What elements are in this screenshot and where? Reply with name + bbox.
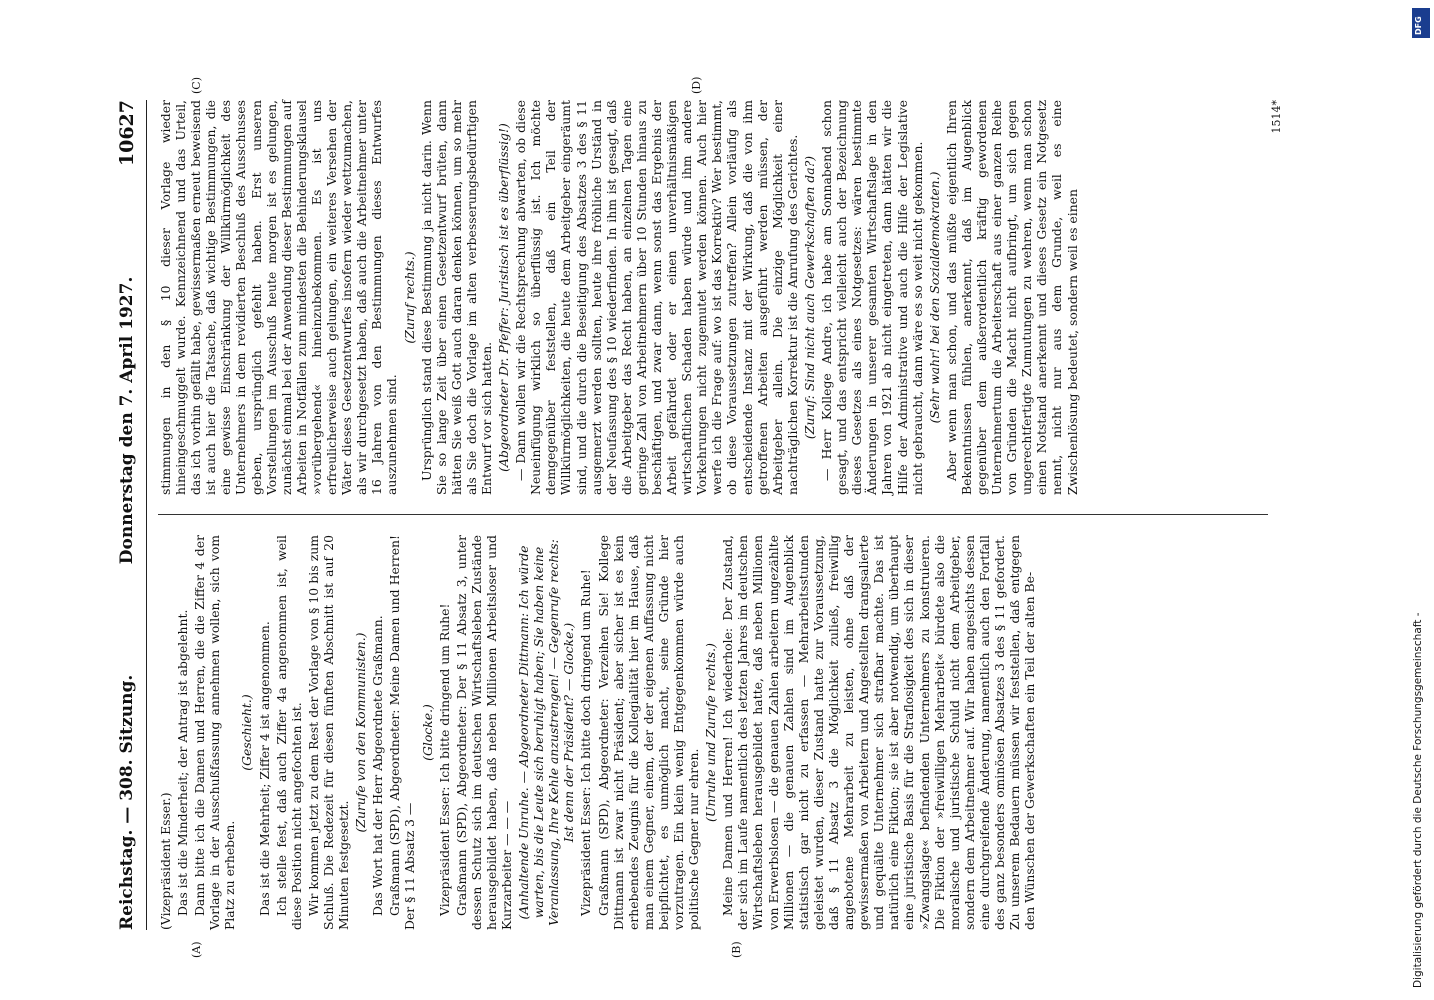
interjection: (Zurufe von den Kommunisten.) [353, 632, 369, 833]
paragraph: Ich stelle fest, daß auch Ziffer 4a angenommen ist, weil diese Position nicht angefochten ist. [273, 535, 304, 930]
paragraph: Das Wort hat der Herr Abgeordnete Graßmann. [370, 615, 386, 916]
paragraph: Aber wenn man schon, und das müßte eigentlich Ihren Bekenntnissen fühlen, anerkennt, daß im Augenblick gegenüber dem außerordentlich kräftig gewordenen Unternehmertum die Arbeiterschaft aus einer ganzen Reihe von Gründen die Macht nicht aufbringt, um sich gegen ungerechtfertigte Zumutungen zu wehren, wenn man schon einen Notstand anerkennt und dieses Gesetz ein Notgesetz nennt, nicht nur aus dem Grunde, weil es eine Zwischenlösung bedeutet, sondern weil es einen [943, 100, 1080, 495]
marker-c: (C) [190, 77, 203, 94]
interjection: (Anhaltende Unruhe. — Abgeordneter Dittmann: Ich würde warten, bis die Leute sich beruhigt haben; Sie haben keine Veranlassung, Ihre Kehle anzustrengen! — Gegenrufe rechts: Ist denn der Präsident? — Glocke.) [516, 539, 577, 926]
paragraph: Dann bitte ich die Damen und Herren, die die Ziffer 4 der Vorlage in der Ausschußfassung annehmen wollen, sich vom Platz zu erheben. [192, 535, 238, 930]
paragraph: — Dann wollen wir die Rechtsprechung abwarten, ob diese Neueinfügung wirklich so überflüssig ist. Ich möchte demgegenüber feststellen, daß ein Teil der Willkürmöglichkeiten, die heute dem Arbeitgeber eingeräumt sind, und die durch die Beseitigung des Absatzes 3 des § 11 ausgemerzt werden sollten, heute ihre fröhliche Urständ in der Neufassung des § 10 wiederfinden. In ihm ist gesagt, daß die Arbeitgeber das Recht haben, an einzelnen Tagen eine geringe Zahl von Arbeitnehmern über 10 Stunden hinaus zu beschäftigen, und zwar dann, wenn sonst das Ergebnis der Arbeit gefährdet oder er einen unverhältnismäßigen wirtschaftlichen Schaden haben würde und ihm andere Vorkehrungen nicht zugemutet werden können. Auch hier werfe ich die Frage auf: wo ist das Korrektiv? Wer bestimmt, ob diese Voraussetzungen zutreffen? Allein vorläufig als entscheidende Instanz mit der Wirkung, daß die von ihm getroffenen Arbeiten ausgeführt werden müssen, der Arbeitgeber allein. Die einzige Möglichkeit einer nachträglichen Korrektur ist die Anrufung des Gerichtes. [513, 100, 800, 495]
paragraph: Das ist die Mehrheit; Ziffer 4 ist angenommen. [256, 621, 272, 916]
header-date: Donnerstag den 7. April 1927. [117, 276, 137, 565]
paragraph: Ursprünglich stand diese Bestimmung ja nicht darin. Wenn Sie so lange Zeit über einen Gesetzentwurf brüten, dann hätten Sie weiß Gott auch daran denken können, um so mehr als Sie doch die Vorlage im alten verbesserungsbedürftigen Entwurf vor sich hatten. [418, 100, 494, 495]
left-column [158, 535, 1039, 930]
header-rule [146, 100, 147, 930]
paragraph: Wir kommen jetzt zu dem Rest der Vorlage von § 10 bis zum Schluß. Die Redezeit für diesen fünften Abschnitt ist auf 20 Minuten festgesetzt. [305, 535, 352, 930]
interjection: (Zuruf rechts.) [401, 251, 417, 344]
column-divider [158, 514, 1268, 515]
paragraph: Graßmann (SPD), Abgeordneter: Verzeihen Sie! Kollege Dittmann ist zwar nicht Präsident; aber sicher ist es kein erhebendes Zeugnis für die Kollegialität hier im Hause, daß man einem Gegner, einem, der der eigenen Auffassung nicht beipflichtet, es unmöglich macht, seine Gründe hier vorzutragen. Ein klein wenig Entgegenkommen würde auch politische Gegner nur ehren. [595, 535, 702, 930]
paragraph: Vizepräsident Esser: Ich bitte dringend um Ruhe! [436, 603, 452, 916]
paragraph: stimmungen in den § 10 dieser Vorlage wieder hineingeschmuggelt wurde. Kennzeichnend und das Urteil, das ich vorhin gefällt habe, gewissermaßen erneut beweisend ist auch hier die Tatsache, daß wichtige Bestimmungen, die eine gewisse Einschränkung der Willkürmöglichkeit des Unternehmers in dem revidierten Beschluß des Ausschusses geben, ursprünglich gefehlt haben. Erst unseren Vorstellungen im Ausschuß heute morgen ist es gelungen, zunächst einmal bei der Anwendung dieser Bestimmungen auf Arbeiten in Notfällen zum mindesten die Behinderungsklausel »vorübergehend« hineinzubekommen. Es ist uns erfreulicherweise auch gelungen, ein weiteres Versehen der Väter dieses Gesetzentwurfes insofern wieder wettzumachen, als wir durchgesetzt haben, daß auch die Arbeitnehmer unter 16 Jahren von den Bestimmungen dieses Entwurfes auszunehmen sind. [158, 100, 400, 495]
paragraph: Das ist die Minderheit; der Antrag ist abgelehnt. [175, 609, 191, 916]
marker-b: (B) [730, 941, 743, 958]
page-header [110, 100, 144, 930]
interjection: (Geschieht.) [239, 694, 255, 771]
interjection: (Zuruf: Sind nicht auch Gewerkschaften da?) [801, 155, 817, 440]
page-footer: 1514* [1270, 100, 1283, 134]
rotated-page-content [110, 76, 1290, 958]
dfg-logo-text: DFG [1414, 16, 1423, 35]
marker-a: (A) [190, 941, 203, 958]
paragraph: Vizepräsident Esser: Ich bitte doch dringend um Ruhe! [578, 569, 594, 916]
interjection: (Glocke.) [419, 704, 435, 761]
interjection: (Sehr wahr! bei den Sozialdemokraten.) [926, 171, 942, 424]
header-left: Reichstag. — 308. Sitzung. [117, 674, 137, 930]
paragraph: (Vizepräsident Esser.) [158, 792, 173, 930]
paragraph: Graßmann (SPD), Abgeordneter: Meine Damen und Herren! Der § 11 Absatz 3 — [387, 535, 418, 930]
digitization-note [1410, 8, 1432, 998]
interjection: (Abgeordneter Dr. Pfeffer: Juristisch ist es überflüssig!) [496, 123, 512, 472]
right-column [158, 100, 1082, 495]
paragraph: — Herr Kollege Andre, ich habe am Sonnabend schon gesagt, und das entspricht vielleicht auch der Bezeichnung dieses Gesetzes als eines Notgesetzes: wären bestimmte Änderungen in unserer gesamten Wirtschaftslage in den Jahren von 1921 ab nicht eingetreten, dann hätten wir die Hilfe der Administrative und auch die Hilfe der Legislative nicht gebraucht, dann wäre es so weit nicht gekommen. [819, 100, 925, 495]
paragraph: Meine Damen und Herren! Ich wiederhole: Der Zustand, der sich im Laufe namentlich des letzten Jahres im deutschen Wirtschaftsleben herausgebildet hatte, daß neben Millionen von Erwerbslosen — die genauen Zahlen arbeitern ungezählte Millionen — die genauen Zahlen sind im Augenblick statistisch gar nicht zu erfassen — Mehrarbeitsstunden geleistet wurden, dieser Zustand hatte zur Voraussetzung, daß § 11 Absatz 3 die Möglichkeit zuließ, freiwillig angebotene Mehrarbeit zu leisten, ohne daß der gewissermaßen von Arbeitern und Angestellten drangsalierte und gequälte Unternehmer sich strafbar machte. Das ist natürlich eine Fiktion; sie ist aber notwendig, um überhaupt eine juristische Basis für die Straflosigkeit des sich in dieser »Zwangslage« befindenden Unternehmers zu konstruieren. Die Fiktion der »freiwilligen Mehrarbeit« bürdete also die moralische und juristische Schuld nicht dem Arbeitgeber, sondern dem Arbeitnehmer auf. Wir haben angesichts dessen eine durchgreifende Änderung, namentlich auch den Fortfall des ganz besonders ominösen Absatzes 3 des § 11 gefordert. Zu unserem Bedauern müssen wir feststellen, daß entgegen den Wünschen der Gewerkschaften ein Teil der alten Be- [720, 535, 1038, 930]
marker-d: (D) [690, 76, 703, 94]
digitization-note-text: Digitalisierung gefördert durch die Deutsche Forschungsgemeinschaft - [1412, 612, 1424, 988]
page-number: 10627 [116, 100, 138, 167]
interjection: (Unruhe und Zurufe rechts.) [703, 643, 719, 822]
paragraph: Graßmann (SPD), Abgeordneter: Der § 11 Absatz 3, unter dessen Schutz sich im deutschen Wirtschaftsleben Zustände herausgebildet haben, daß neben Millionen Arbeitsloser und Kurzarbeiter — — — [453, 535, 514, 930]
